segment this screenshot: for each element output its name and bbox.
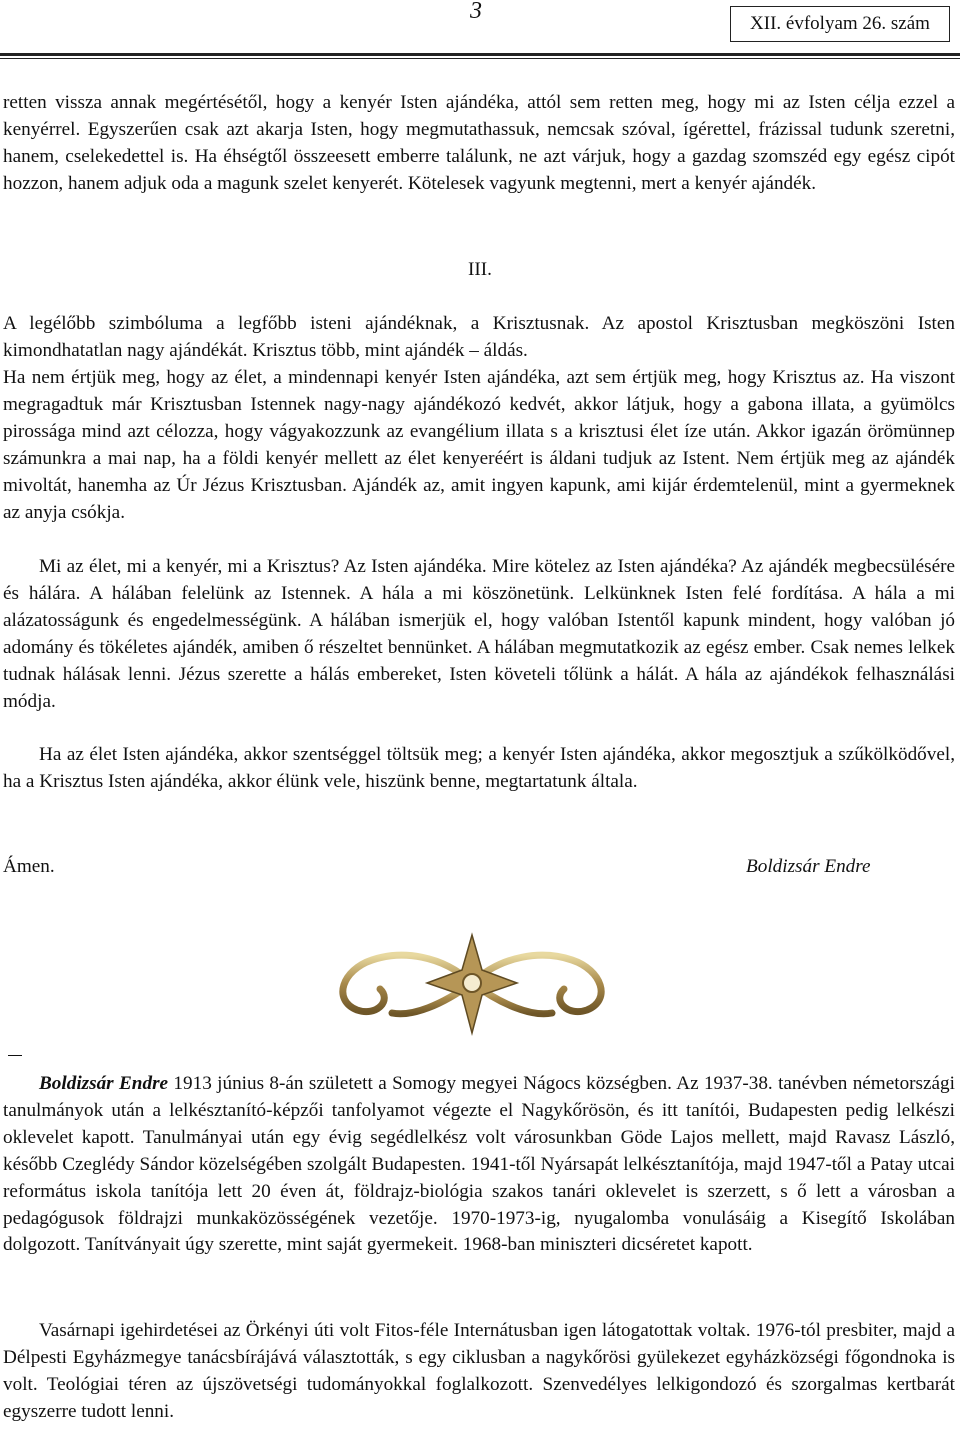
page-number: 3	[470, 0, 482, 24]
footnote-biography	[3, 1071, 955, 1259]
paragraph-understanding: Ha nem értjük meg, hogy az élet, a mindennapi kenyér Isten ajándéka, azt sem értjük meg, hogy Krisztus az. Ha viszont megragadtuk már Krisztusban Istennek nagy-nagy ajándékozó kedvét, akkor látjuk, hogy a gabona illata, a gyümölcs pirossága mind azt célozza, hogy vágyakozzunk az evangélium illata s a krisztusi élet íze után. Akkor igazán örömünnep számunkra a mai nap, ha a földi kenyér mellett az élet kenyeréért is áldani tudjuk az Istent. Nem értjük meg az ajándék mivoltát, hanemha az Úr Jézus Krisztusban. Ajándék az, amit ingyen kapunk, ami kijár érdemtelenül, mint a gyermeknek az anyja csókja.	[3, 367, 955, 523]
paragraph-intro: retten vissza annak megértésétől, hogy a kenyér Isten ajándéka, attól sem retten meg, hogy mi az Isten célja ezzel a kenyérrel. Egyszerűen csak azt akarja Isten, hogy megmutathassuk, nemcsak szóval, ígérettel, frázissal tudunk szeretni, hanem, cselekedettel is. Ha éhségtől összeesett emberre találunk, ne azt várjuk, hogy a gazdag szomszéd egy egész cipót hozzon, hanem adjuk oda a magunk szelet kenyerét. Kötelesek vagyunk megtenni, mert a kenyér ajándék.	[3, 92, 955, 194]
section-heading: III.	[468, 259, 492, 280]
footnote-rule	[8, 1055, 22, 1056]
paragraph-symbol: A legélőbb szimbóluma a legfőbb isteni ajándéknak, a Krisztusnak. Az apostol Krisztusban megköszöni Isten kimondhatatlan nagy ajándékát. Krisztus több, mint ajándék – áldás.	[3, 313, 955, 361]
issue-label: XII. évfolyam 26. szám	[730, 6, 950, 42]
footnote-biography-2: Vasárnapi igehirdetései az Örkényi úti volt Fitos-féle Internátusban igen látogatottak voltak. 1976-tól presbiter, majd a Délpesti Egyházmegye tanácsbírájává választották, s egy ciklusban a nagykőrösi gyülekezet egyházközségi főgondnoka is volt. Teológiai téren az újszövetségi tudományokkal foglalkozott. Szenvedélyes lelkigondozó és szorgalmas kertbarát egyszerre tudott lenni.	[3, 1320, 955, 1422]
author-signature: Boldizsár Endre	[746, 856, 871, 877]
paragraph-gratitude: Mi az élet, mi a kenyér, mi a Krisztus? Az Isten ajándéka. Mire kötelez az Isten ajándéka? Az ajándék megbecsülésére és hálára. A hálában felelünk az Istennek. A hála a mi köszönetünk. Lelkünknek Isten felé fordítása. A hála a mi alázatosságunk és engedelmességünk. A hálában ismerjük el, hogy valóban Istentől kapunk mindent, hogy valóban jó adomány és tökéletes ajándék, amiben ő részeltet bennünket. A hálában megmutatkozik az egész ember. Csak nemes lelkek tudnak hálásak lenni. Jézus szerette a hálás embereket, Isten követeli tőlünk a hálát. A hála az ajándékok felhasználási módja.	[3, 556, 955, 712]
header-rule	[0, 53, 960, 56]
paragraph-conclusion: Ha az élet Isten ajándéka, akkor szentséggel töltsük meg; a kenyér Isten ajándéka, akkor megosztjuk a szűkölködővel, ha a Krisztus Isten ajándéka, akkor élünk vele, hiszünk benne, megtartatunk általa.	[3, 744, 955, 792]
amen-text: Ámen.	[3, 856, 55, 877]
footnote-text-1: 1913 június 8-án született a Somogy megyei Nágocs községben. Az 1937-38. tanévben németországi tanulmányok után a lelkésztanító-képzői tanfolyamot végezte el Nagykőrösön, és itt tanítói, Budapesten pedig lelkészi oklevelet kapott. Tanulmányai után egy évig segédlelkész volt városunkban Göde Lajos mellett, majd Ravasz László, később Czeglédy Sándor közelségében szolgált Budapesten. 1941-től Nyársapát lelkésztanítója, majd 1947-től a Patay utcai református iskola tanítója lett 20 éven át, földrajz-biológia szakos tanári oklevelet is szerzett, s ő lett a városban a pedagógusok földrajzi munkaközösségének vezetője. 1970-1973-ig, nyugalomba vonulásáig a Kisegítő Iskolában dolgozott. Tanítványait úgy szerette, mint saját gyermekeit. 1968-ban miniszteri dicséretet kapott.	[3, 1073, 955, 1256]
header-rule-thin	[0, 58, 960, 59]
ornament-divider	[322, 925, 622, 1040]
footnote-name: Boldizsár Endre	[39, 1073, 169, 1094]
